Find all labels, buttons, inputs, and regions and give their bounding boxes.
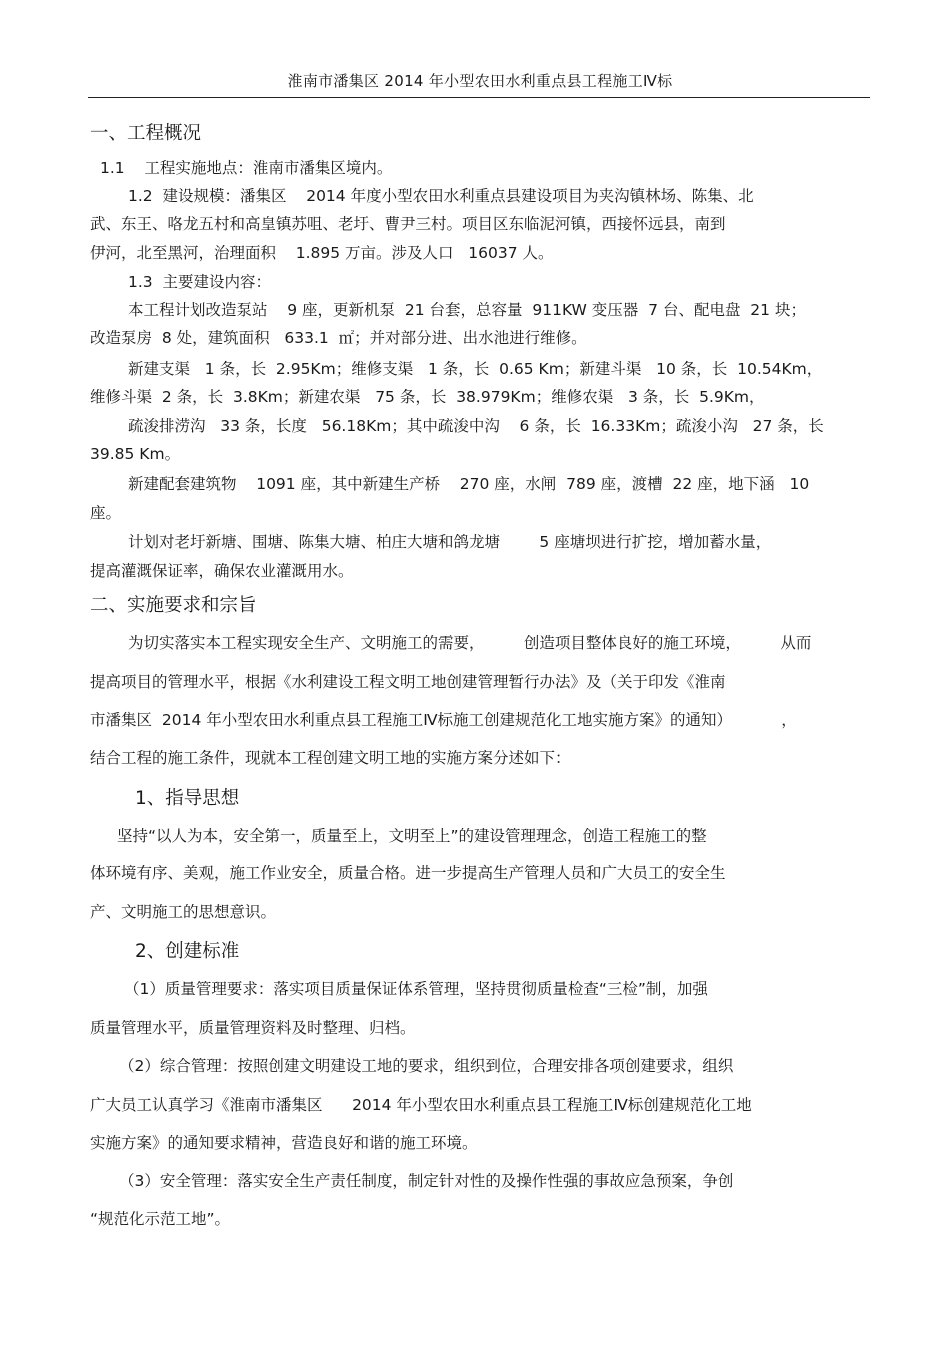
paragraph-line: 体环境有序、美观，施工作业安全，质量合格。进一步提高生产管理人员和广大员工的安全生	[90, 864, 726, 882]
paragraph-line: 广大员工认真学习《淮南市潘集区 2014 年小型农田水利重点县工程施工Ⅳ标创建规范化工地	[90, 1096, 752, 1114]
section-heading-requirements: 二、实施要求和宗旨	[90, 595, 257, 616]
paragraph-line: （2）综合管理：按照创建文明建设工地的要求，组织到位，合理安排各项创建要求，组织	[119, 1057, 734, 1075]
paragraph-line: 新建支渠 1 条，长 2.95Km；维修支渠 1 条，长 0.65 Km；新建斗渠 10 条，长 10.54Km，	[128, 360, 823, 378]
paragraph-line: “规范化示范工地”。	[90, 1210, 231, 1228]
paragraph-line: 39.85 Km。	[90, 445, 181, 463]
paragraph-line: （3）安全管理：落实安全生产责任制度，制定针对性的及操作性强的事故应急预案，争创	[119, 1172, 734, 1190]
paragraph-line: 提高项目的管理水平，根据《水利建设工程文明工地创建管理暂行办法》及（关于印发《淮南	[90, 673, 726, 691]
paragraph-line: （1）质量管理要求：落实项目质量保证体系管理，坚持贯彻质量检查“三检”制，加强	[124, 980, 708, 998]
paragraph-line: 坚持“以人为本，安全第一，质量至上，文明至上”的建设管理理念，创造工程施工的整	[117, 827, 707, 845]
subheading-standards: 2、创建标准	[135, 941, 240, 962]
subheading-guiding-ideology: 1、指导思想	[135, 788, 240, 809]
paragraph-line: 维修斗渠 2 条，长 3.8Km；新建农渠 75 条，长 38.979Km；维修农渠 3 条，长 5.9Km，	[90, 388, 765, 406]
paragraph-line: 结合工程的施工条件，现就本工程创建文明工地的实施方案分述如下：	[90, 749, 571, 767]
page-header: 淮南市潘集区 2014 年小型农田水利重点县工程施工Ⅳ标	[287, 72, 673, 90]
paragraph-line: 产、文明施工的思想意识。	[90, 903, 277, 921]
paragraph-line: 计划对老圩新塘、围塘、陈集大塘、柏庄大塘和鸽龙塘 5 座塘坝进行扩挖，增加蓄水量，	[128, 533, 772, 551]
paragraph-line: 新建配套建筑物 1091 座，其中新建生产桥 270 座，水闸 789 座，渡槽 22 座，地下涵 10	[128, 475, 810, 493]
paragraph-line: 武、东王、咯龙五村和高皇镇苏咀、老圩、曹尹三村。项目区东临泥河镇，西接怀远县，南到	[90, 215, 726, 233]
paragraph-line: 实施方案》的通知要求精神，营造良好和谐的施工环境。	[90, 1134, 478, 1152]
paragraph-line: 伊河，北至黑河，治理面积 1.895 万亩。涉及人口 16037 人。	[90, 244, 554, 262]
paragraph-line: 座。	[90, 504, 122, 522]
paragraph-line: 1.3 主要建设内容：	[128, 273, 272, 291]
paragraph-line: 1.2 建设规模：潘集区 2014 年度小型农田水利重点县建设项目为夹沟镇林场、陈集、北	[128, 187, 754, 205]
paragraph-line: 本工程计划改造泵站 9 座，更新机泵 21 台套，总容量 911KW 变压器 7 台、配电盘 21 块；	[128, 301, 806, 319]
header-divider	[88, 97, 870, 98]
section-heading-overview: 一、工程概况	[90, 123, 202, 144]
paragraph-line: 市潘集区 2014 年小型农田水利重点县工程施工Ⅳ标施工创建规范化工地实施方案》的通知） ，	[90, 711, 797, 729]
paragraph-line: 为切实落实本工程实现安全生产、文明施工的需要， 创造项目整体良好的施工环境， 从而	[128, 634, 812, 652]
paragraph-line: 改造泵房 8 处，建筑面积 633.1 ㎡；并对部分进、出水池进行维修。	[90, 329, 587, 347]
paragraph-line: 疏浚排涝沟 33 条，长度 56.18Km；其中疏浚中沟 6 条，长 16.33Km；疏浚小沟 27 条，长	[128, 417, 824, 435]
paragraph-line: 质量管理水平，质量管理资料及时整理、归档。	[90, 1019, 416, 1037]
paragraph-line: 1.1 工程实施地点：淮南市潘集区境内。	[100, 159, 393, 177]
paragraph-line: 提高灌溉保证率，确保农业灌溉用水。	[90, 562, 354, 580]
